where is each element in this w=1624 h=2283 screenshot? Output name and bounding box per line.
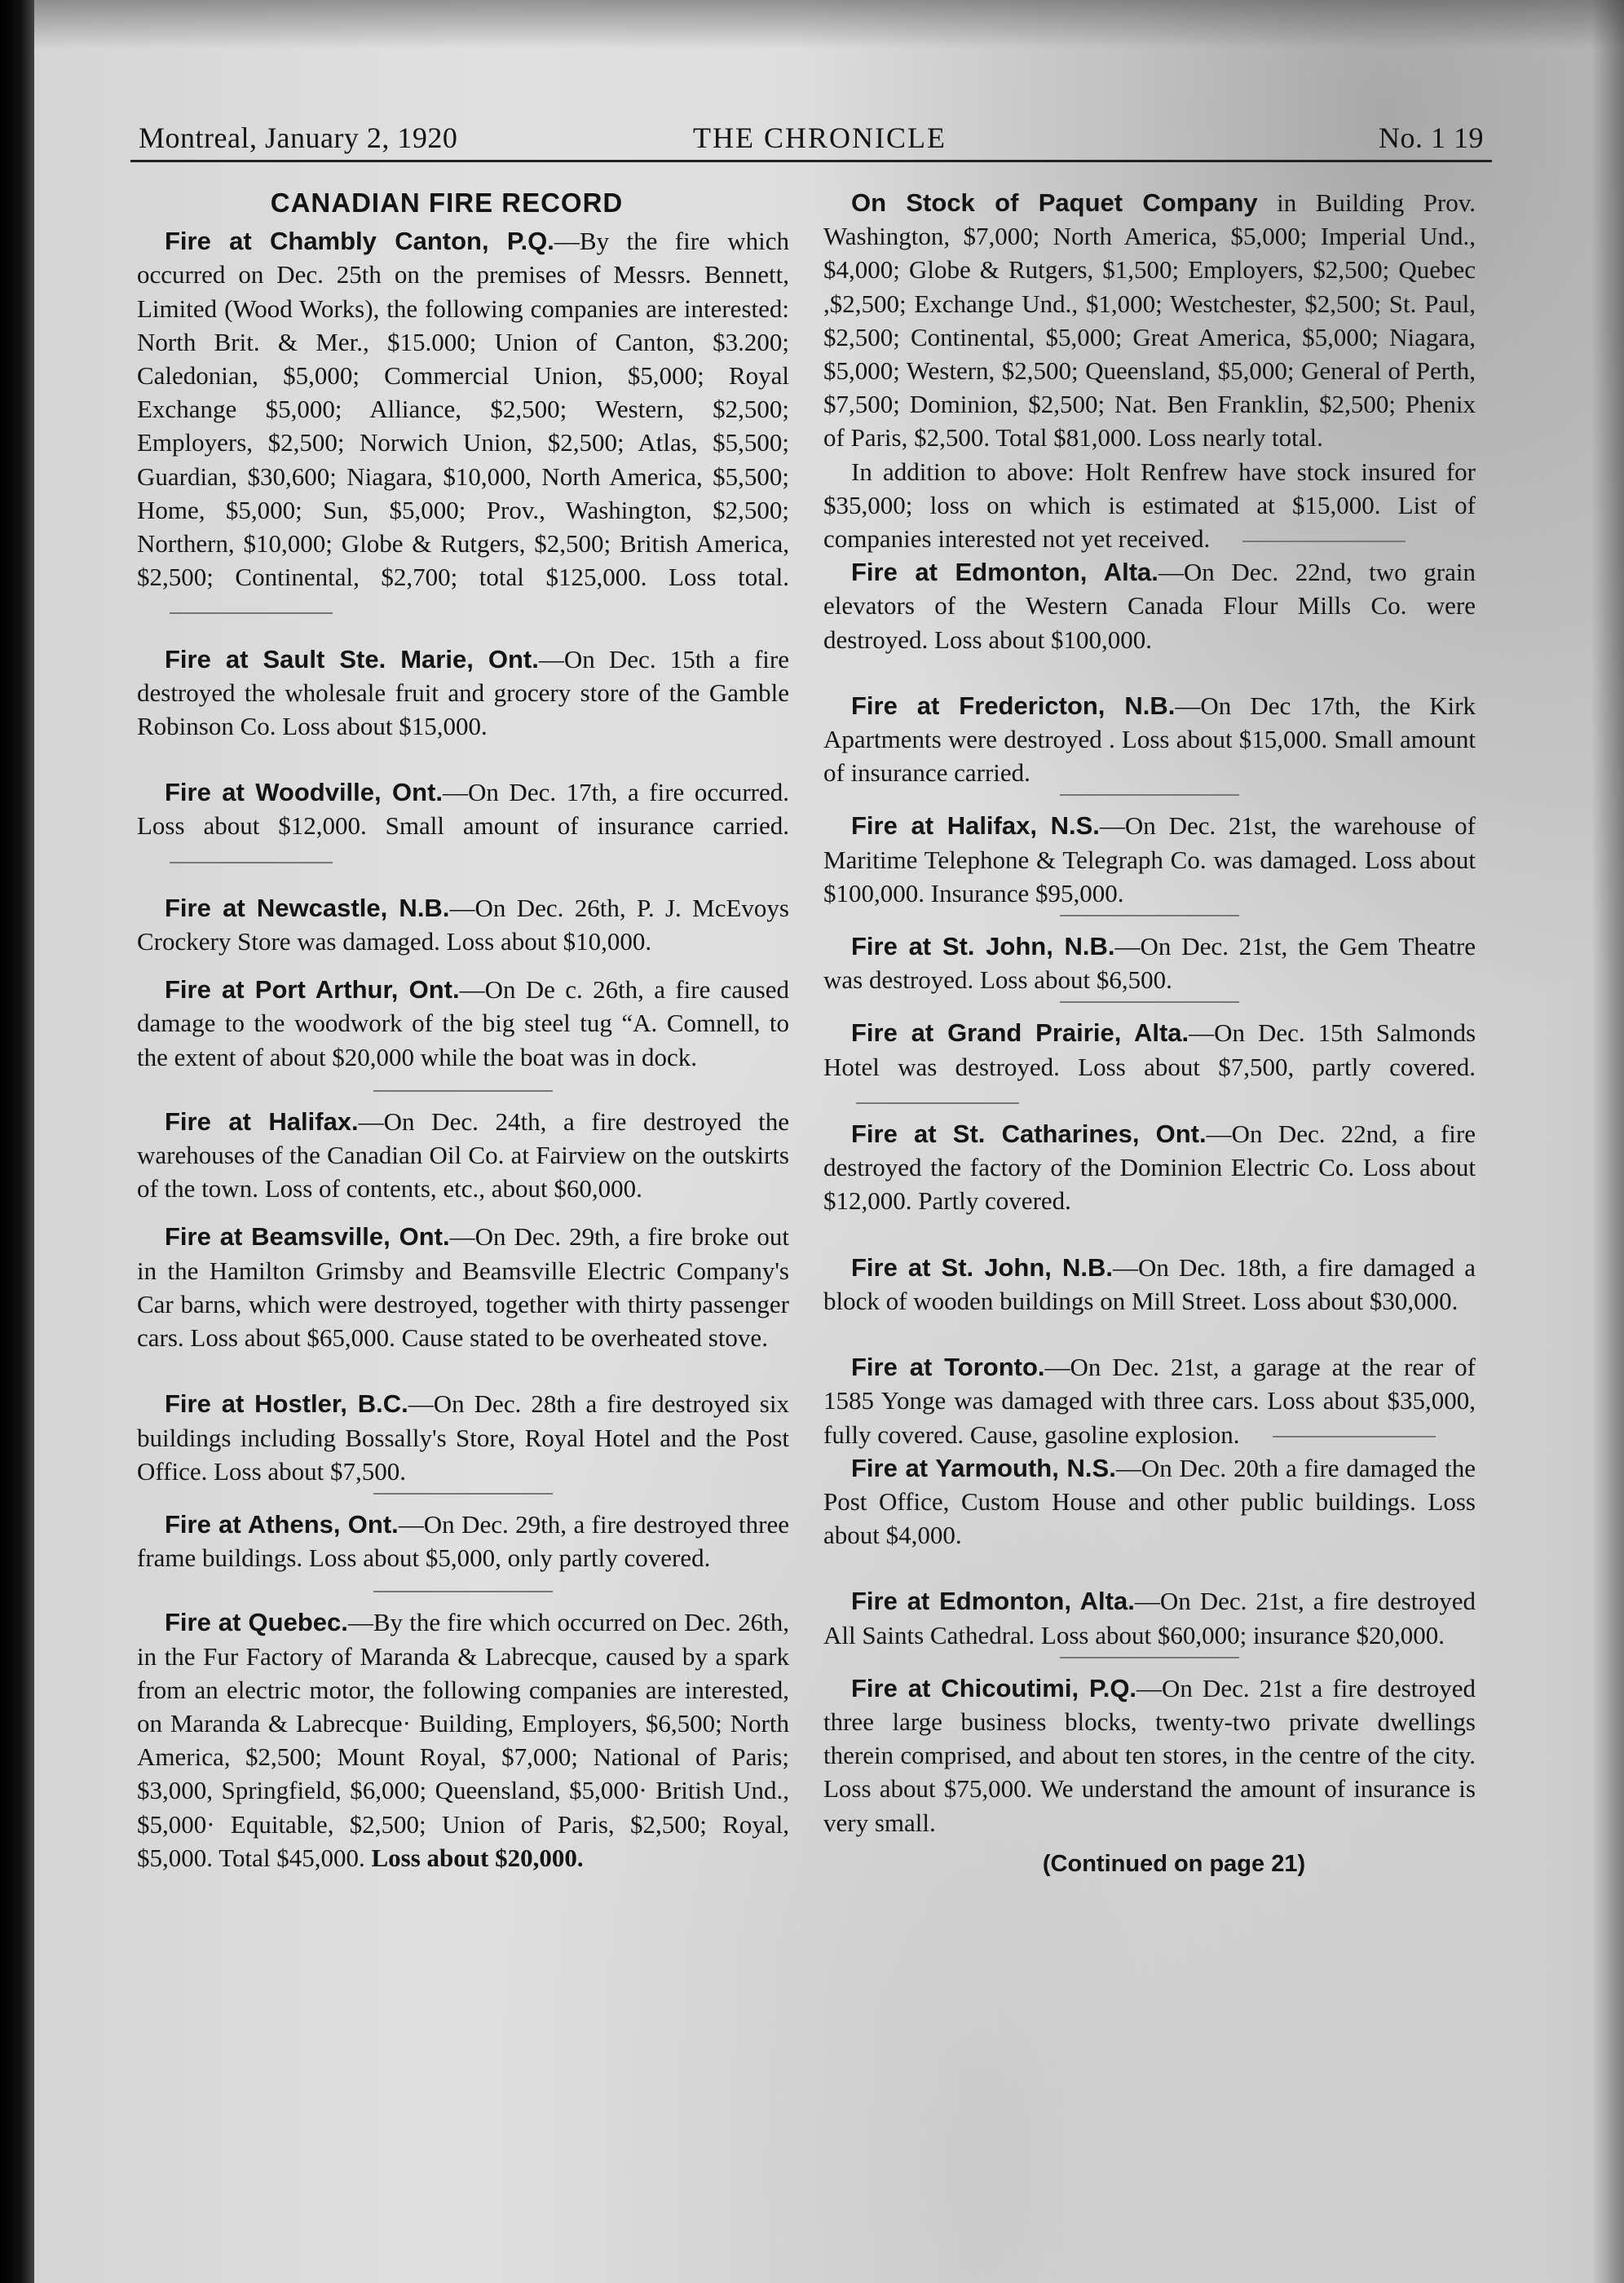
fire-report: [137, 775, 789, 877]
fire-report: [823, 1117, 1476, 1218]
fire-report: [137, 1105, 789, 1206]
fire-report-body: —On Dec. 18th, a fire damaged a block of wooden buildings on Mill Street. Loss about $30,000.: [823, 1252, 1476, 1315]
header-rule: [130, 160, 1492, 162]
fire-report: [137, 1387, 789, 1488]
continued-note: (Continued on page 21): [1042, 1850, 1306, 1877]
fire-report: [823, 930, 1476, 996]
scan-shadow-right: [1591, 0, 1624, 2283]
fire-report-body: —On Dec. 26th, P. J. McEvoys Crockery Store was damaged. Loss about $10,000.: [137, 893, 789, 956]
separator-rule: [1060, 1657, 1239, 1658]
fire-report-heading: Fire at St. John, N.B.: [851, 1252, 1113, 1282]
fire-report: [823, 186, 1476, 455]
fire-report-heading: Fire at Grand Prairie, Alta.: [851, 1018, 1189, 1048]
fire-report-heading: Fire at Port Arthur, Ont.: [165, 975, 460, 1005]
fire-report-body: —On Dec. 21st, the warehouse of Maritime Telephone & Telegraph Co. was damaged. Loss about $100,000. Insurance $95,000.: [823, 811, 1476, 907]
fire-report-body: in Building Prov. Washington, $7,000; North America, $5,000; Imperial Und., $4,000; Globe & Rutgers, $1,500; Employers, $2,500; Quebec ,$2,500; Exchange Und., $1,000; Westchester, $2,500; St. Paul, $2,500; Continental, $5,000; Great America, $5,000; Niagara, $5,000; Western, $2,500; Queensland, $5,000; General of Perth, $7,500; Dominion, $2,500; Nat. Ben Franklin, $2,500; Phenix of Paris, $2,500. Total $81,000. Loss nearly total.: [823, 188, 1476, 453]
fire-report-body: —On Dec. 22nd, a fire destroyed the factory of the Dominion Electric Co. Loss about $12,000. Partly covered.: [823, 1119, 1476, 1216]
fire-report-body: In addition to above: Holt Renfrew have stock insured for $35,000; loss on which is estimated at $15,000. List of companies interested not yet received.: [823, 457, 1476, 554]
scan-shadow-top: [34, 0, 1624, 49]
fire-report-body: —On Dec. 29th, a fire destroyed three frame buildings. Loss about $5,000, only partly covered.: [137, 1509, 789, 1573]
fire-report-body: —On Dec. 21st, the Gem Theatre was destroyed. Loss about $6,500.: [823, 932, 1476, 995]
separator-rule: [856, 1102, 1019, 1104]
fire-report-heading: Fire at Halifax, N.S.: [851, 811, 1100, 841]
separator-rule: [1273, 1436, 1436, 1437]
fire-report: [137, 1220, 789, 1354]
separator-rule: [1060, 794, 1239, 796]
fire-report-heading: Fire at St. Catharines, Ont.: [851, 1119, 1207, 1149]
fire-report-body: —On Dec. 24th, a fire destroyed the warehouses of the Canadian Oil Co. at Fairview on the outskirts of the town. Loss of contents, etc., about $60,000.: [137, 1106, 789, 1203]
separator-rule: [373, 1090, 553, 1092]
fire-report: [823, 455, 1476, 556]
separator-rule: [1060, 1001, 1239, 1003]
fire-report-body: —On Dec. 21st, a fire destroyed All Saints Cathedral. Loss about $60,000; insurance $20,000.: [823, 1587, 1476, 1649]
fire-report-body: —On Dec. 15th Salmonds Hotel was destroyed. Loss about $7,500, partly covered.: [823, 1018, 1476, 1081]
fire-report: [823, 1451, 1476, 1552]
right-column: [823, 179, 1476, 1881]
fire-report-body: —On Dec. 22nd, two grain elevators of the Western Canada Flour Mills Co. were destroyed. Loss about $100,000.: [823, 558, 1476, 654]
fire-report-body: —On Dec. 20th a fire damaged the Post Office, Custom House and other public buildings. Loss about $4,000.: [823, 1453, 1476, 1550]
page-binding-edge: [0, 0, 34, 2283]
fire-report-heading: Fire at Toronto.: [851, 1353, 1045, 1382]
fire-report-heading: Fire at Edmonton, Alta.: [851, 1587, 1135, 1616]
fire-report-body: —By the fire which occurred on Dec. 25th on the premises of Messrs. Bennett, Limited (Wood Works), the following companies are interested: North Brit. & Mer., $15.000; Union of Canton, $3.200; Caledonian, $5,000; Commercial Union, $5,000; Royal Exchange $5,000; Alliance, $2,500; Western, $2,500; Employers, $2,500; Norwich Union, $2,500; Atlas, $5,500; Guardian, $30,600; Niagara, $10,000, North America, $5,500; Home, $5,000; Sun, $5,000; Prov., Washington, $2,500; Northern, $10,000; Globe & Rutgers, $2,500; British America, $2,500; Continental, $2,700; total $125,000. Loss total.: [137, 227, 789, 592]
fire-report-heading: Fire at Newcastle, N.B.: [165, 893, 450, 922]
fire-report: [137, 1605, 789, 1875]
fire-report-heading: On Stock of Paquet Company: [851, 188, 1258, 217]
fire-report-heading: Fire at Quebec.: [165, 1608, 348, 1637]
header-issue-number: No. 1 19: [1379, 121, 1484, 154]
fire-report-body: —On Dec. 17th, a fire occurred. Loss about $12,000. Small amount of insurance carried.: [137, 778, 790, 841]
separator-rule: [1242, 541, 1406, 542]
fire-report-heading: Fire at Chambly Canton, P.Q.: [165, 227, 554, 256]
section-title: CANADIAN FIRE RECORD: [270, 188, 624, 218]
fire-report: [137, 1508, 789, 1574]
fire-report-body: —On Dec. 21st, a garage at the rear of 1585 Yonge was damaged with three cars. Loss about $35,000, fully covered. Cause, gasoline explosion.: [823, 1353, 1476, 1449]
left-column: [137, 179, 789, 1875]
fire-report-heading: Fire at St. John, N.B.: [851, 932, 1115, 961]
fire-report: [823, 555, 1476, 656]
header-dateline: Montreal, January 2, 1920: [139, 121, 458, 154]
running-header: [139, 114, 1484, 163]
fire-report: [823, 689, 1476, 790]
fire-report-heading: Fire at Beamsville, Ont.: [165, 1222, 450, 1252]
fire-report-heading: Fire at Chicoutimi, P.Q.: [851, 1673, 1137, 1702]
fire-report-body: —On Dec. 29th, a fire broke out in the Hamilton Grimsby and Beamsville Electric Company's Car barns, which were destroyed, together with thirty passenger cars. Loss about $65,000. Cause stated to be overheated stove.: [137, 1222, 789, 1353]
fire-report: [137, 891, 789, 958]
separator-rule: [373, 1591, 553, 1592]
fire-report: [137, 224, 789, 627]
fire-report-body: —On Dec. 15th a fire destroyed the wholesale fruit and grocery store of the Gamble Robinson Co. Loss about $15,000.: [137, 644, 789, 741]
fire-report-loss-summary: Loss about $20,000.: [371, 1843, 584, 1872]
fire-report-heading: Fire at Athens, Ont.: [165, 1509, 399, 1539]
fire-report-body: —By the fire which occurred on Dec. 26th, in the Fur Factory of Maranda & Labrecque, caused by a spark from an electric motor, the following companies are interested, on Maranda & Labrecque· Building, Employers, $6,500; North America, $2,500; Mount Royal, $7,000; National of Paris; $3,000, Springfield, $6,000; Queensland, $5,000· British Und., $5,000· Equitable, $2,500; Union of Paris, $2,500; Royal, $5,000. Total $45,000.: [137, 1608, 789, 1872]
fire-report: [823, 1016, 1476, 1117]
separator-rule: [373, 1493, 553, 1495]
fire-report-heading: Fire at Fredericton, N.B.: [851, 691, 1176, 720]
fire-report: [823, 1350, 1476, 1451]
fire-report-heading: Fire at Woodville, Ont.: [165, 778, 444, 807]
fire-report: [823, 1251, 1476, 1318]
fire-report-body: —On Dec. 21st a fire destroyed three large business blocks, twenty-two private dwellings therein comprised, and about ten stores, in the centre of the city. Loss about $75,000. We understand the amount of insurance is very small.: [823, 1673, 1476, 1837]
fire-report: [823, 1584, 1476, 1651]
fire-report-heading: Fire at Hostler, B.C.: [165, 1389, 408, 1419]
fire-report-heading: Fire at Halifax.: [165, 1106, 359, 1136]
fire-report-heading: Fire at Edmonton, Alta.: [851, 558, 1158, 587]
fire-report: [137, 973, 789, 1074]
separator-rule: [170, 612, 333, 614]
fire-report: [823, 1671, 1476, 1839]
header-publication: THE CHRONICLE: [693, 121, 947, 154]
fire-report-heading: Fire at Sault Ste. Marie, Ont.: [165, 644, 539, 673]
fire-report-heading: Fire at Yarmouth, N.S.: [851, 1453, 1116, 1482]
fire-report-body: —On De c. 26th, a fire caused damage to the woodwork of the big steel tug “A. Comnell, to the extent of about $20,000 while the boat was in dock.: [137, 975, 789, 1071]
fire-report: [823, 809, 1476, 910]
separator-rule: [1060, 915, 1239, 916]
fire-report: [137, 643, 789, 744]
fire-report-body: —On Dec. 28th a fire destroyed six buildings including Bossally's Store, Royal Hotel and the Post Office. Loss about $7,500.: [137, 1389, 789, 1486]
fire-report-body: —On Dec 17th, the Kirk Apartments were destroyed . Loss about $15,000. Small amount of insurance carried.: [823, 691, 1476, 788]
separator-rule: [170, 862, 333, 863]
